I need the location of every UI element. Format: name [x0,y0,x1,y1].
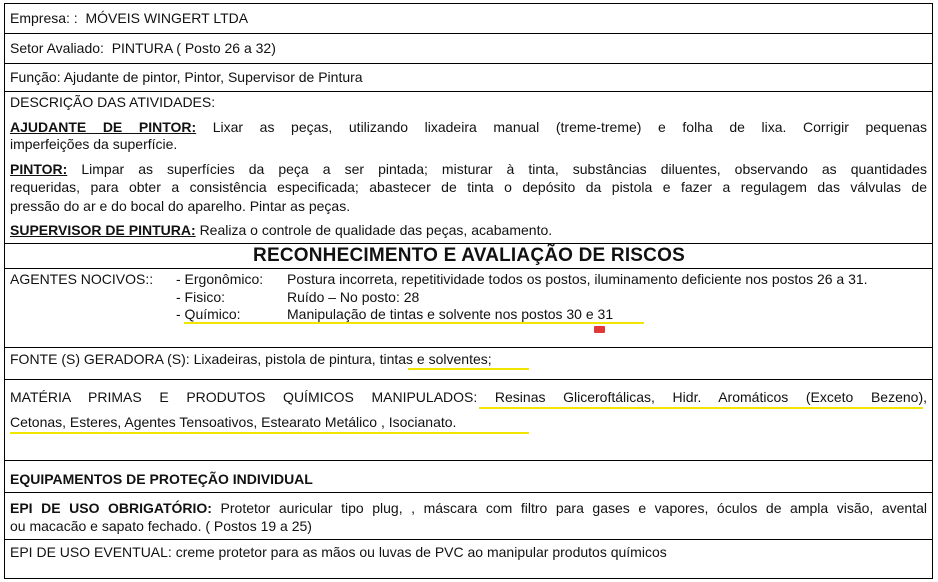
materia-highlight-underline-2 [10,432,529,434]
funcao-value: Ajudante de pintor, Pintor, Supervisor de Pintura [63,69,363,85]
setor-label: Setor Avaliado: [10,40,104,56]
pintor-role: PINTOR: [10,161,68,177]
descricao-heading: DESCRIÇÃO DAS ATIVIDADES: [10,94,216,110]
row-divider [4,91,933,92]
empresa-row [10,10,248,26]
pintor-text: Limpar as superfícies da peça a ser pintada; misturar à tinta, substâncias diluentes, observando as quantidades [81,161,928,177]
agente-ergonomico-value: Postura incorreta, repetitividade todos os postos, iluminamento deficiente nos postos 26 a 31. [287,271,868,287]
row-divider [4,539,933,540]
supervisor-text: Realiza o controle de qualidade das peças, acabamento. [199,222,553,238]
epi-obrigatorio-label: EPI DE USO OBRIGATÓRIO: [10,500,212,516]
empresa-label: Empresa: : [10,10,78,26]
epi-eventual-label: EPI DE USO EVENTUAL: [10,544,172,560]
supervisor-line [10,222,552,238]
materia-value: Resinas Gliceroftálicas, Hidr. Aromáticos (Exceto Bezeno), [494,389,927,405]
pintor-line1 [10,161,927,177]
row-divider [4,33,933,34]
agente-fisico-label: - Fisico: [176,289,225,305]
row-divider [4,492,933,493]
red-annotation-mark [594,326,605,333]
materia-line2: Cetonas, Esteres, Agentes Tensoativos, Estearato Metálico , Isocianato. [10,414,457,430]
row-divider [4,379,933,380]
ajudante-text: Lixar as peças, utilizando lixadeira manual (treme-treme) e folha de lixa. Corrigir pequenas [212,119,927,135]
empresa-value: MÓVEIS WINGERT LTDA [85,10,249,26]
epi-heading: EQUIPAMENTOS DE PROTEÇÃO INDIVIDUAL [10,471,313,487]
agente-quimico-label: - Químico: [176,306,241,322]
agente-quimico-value: Manipulação de tintas e solvente nos postos 30 e 31 [287,306,614,322]
setor-row [10,40,276,56]
epi-eventual-row [10,544,667,560]
fonte-value: Lixadeiras, pistola de pintura, tintas e solventes; [193,351,492,367]
agente-ergonomico-label: - Ergonômico: [176,271,264,287]
epi-obrigatorio-line2: ou macacão e sapato fechado. ( Postos 19 a 25) [10,518,312,534]
row-divider [4,243,933,244]
fonte-label: FONTE (S) GERADORA (S): [10,351,190,367]
ajudante-line2: imperfeições da superfície. [10,136,178,152]
fonte-row [10,351,492,367]
materia-label: MATÉRIA PRIMAS E PRODUTOS QUÍMICOS MANIPULADOS: [10,389,478,405]
agente-fisico-value: Ruído – No posto: 28 [287,289,420,305]
pintor-line3: pressão do ar e do bocal do aparelho. Pintar as peças. [10,198,351,214]
materia-line1 [10,389,927,405]
pintor-line2: requeridas, para obter a consistência especificada; abastecer de tinta o depósito da pistola e fazer a regulagem das válvulas de [10,179,927,195]
row-divider [4,460,933,461]
quimico-highlight-underline [184,322,644,324]
epi-obrigatorio-text: Protetor auricular tipo plug, , máscara com filtro para gases e vapores, óculos de ampla visão, avental [220,500,928,516]
row-divider [4,63,933,64]
setor-value: PINTURA ( Posto 26 a 32) [111,40,276,56]
funcao-row [10,69,363,85]
materia-highlight-underline-1 [479,407,923,409]
epi-eventual-value: creme protetor para as mãos ou luvas de PVC ao manipular produtos químicos [175,544,667,560]
fonte-highlight-underline [408,368,529,370]
funcao-label: Função: [10,69,61,85]
agentes-label: AGENTES NOCIVOS:: [10,271,154,287]
row-divider [4,347,933,348]
supervisor-role: SUPERVISOR DE PINTURA: [10,222,196,238]
epi-obrigatorio-line1 [10,500,927,516]
ajudante-line1 [10,119,927,135]
ajudante-role: AJUDANTE DE PINTOR: [10,119,197,135]
row-divider [4,268,933,269]
riscos-title: RECONHECIMENTO E AVALIAÇÃO DE RISCOS [253,245,685,266]
